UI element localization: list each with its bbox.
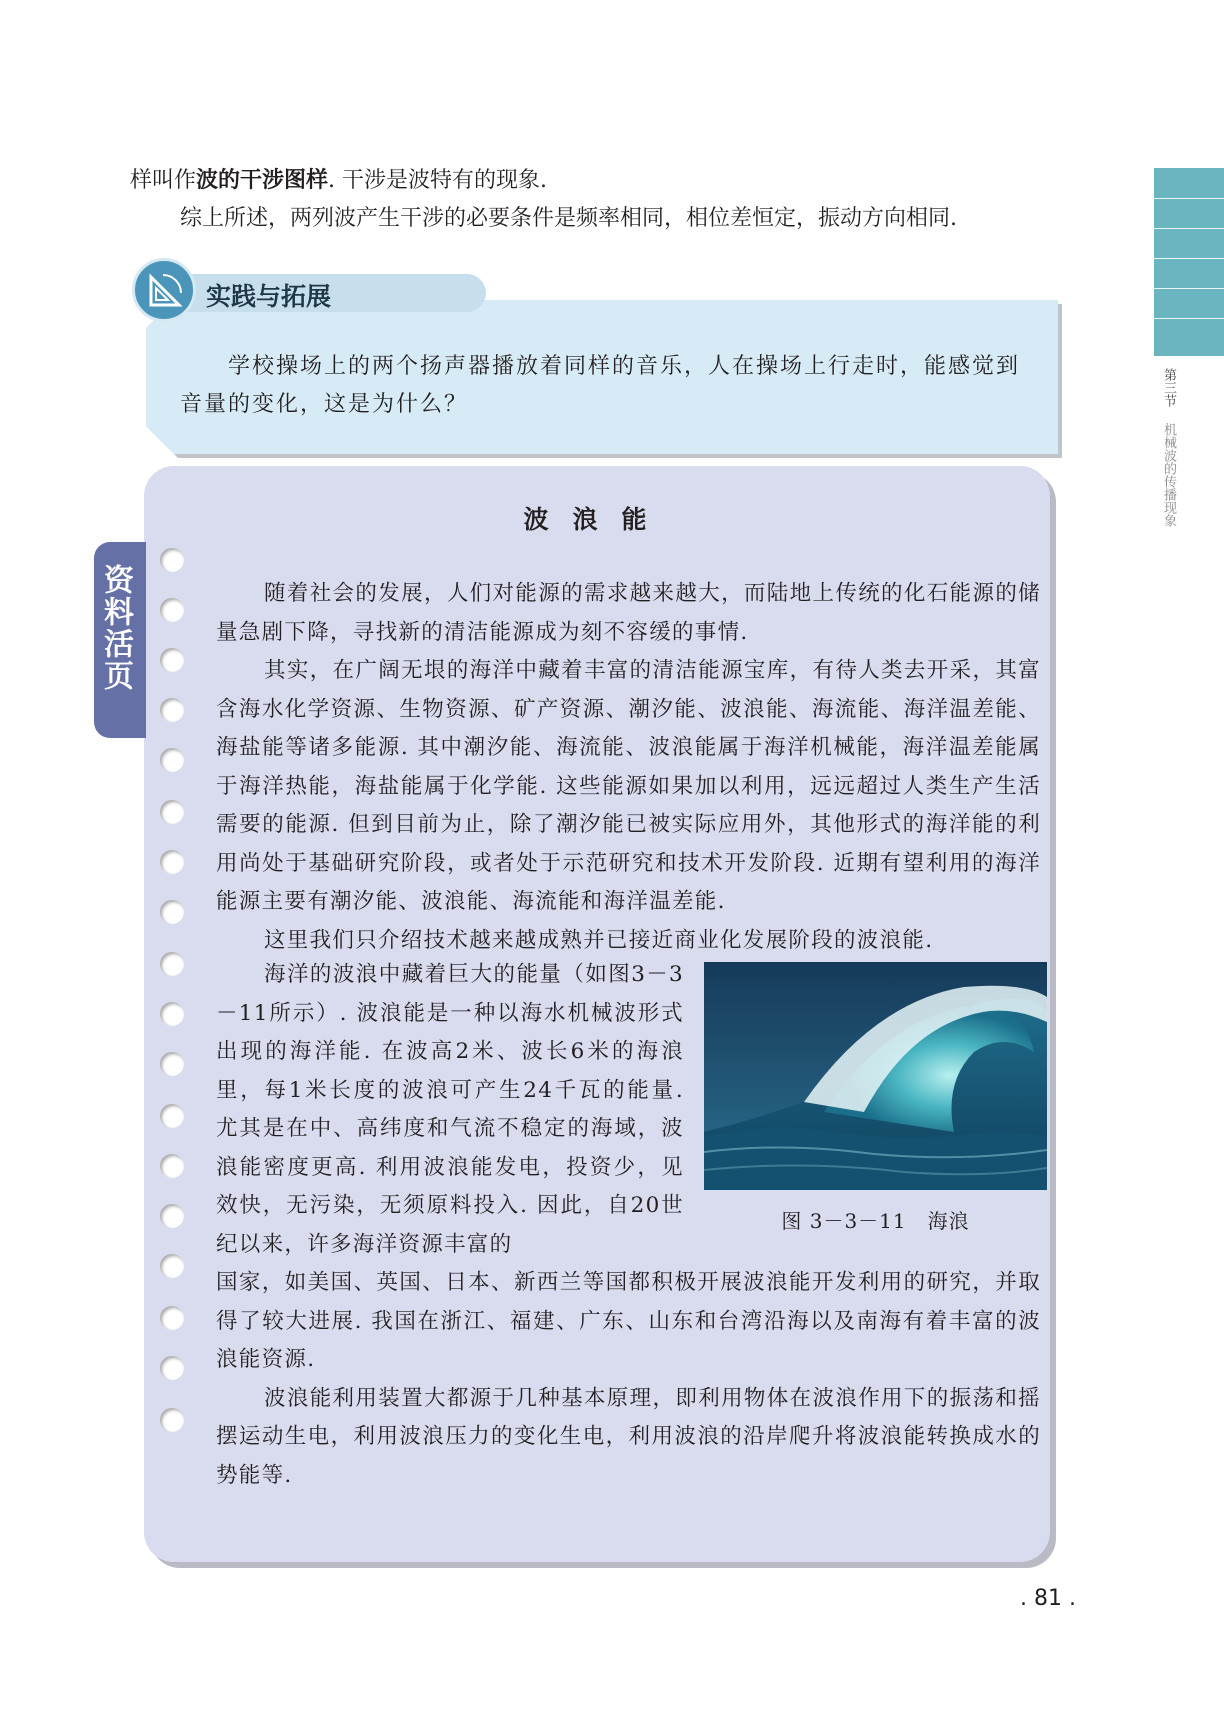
page-number: . 81 . [1020, 1586, 1076, 1611]
resource-tab: 资料活页 [94, 542, 146, 738]
binder-ring-icon [160, 698, 184, 722]
binder-ring-icon [160, 900, 184, 924]
binder-ring-icon [160, 1306, 184, 1330]
binder-ring-icon [160, 1204, 184, 1228]
resource-body [216, 575, 1041, 960]
binder-ring-icon [160, 800, 184, 824]
binder-ring-icon [160, 548, 184, 572]
binder-ring-icon [160, 748, 184, 772]
side-caption [1162, 368, 1176, 527]
paragraph: 随着社会的发展，人们对能源的需求越来越大，而陆地上传统的化石能源的储量急剧下降，寻找新的清洁能源成为刻不容缓的事情. [216, 581, 1041, 645]
chapter-tab [1154, 168, 1224, 356]
set-square-icon [132, 258, 196, 322]
binder-ring-icon [160, 952, 184, 976]
binder-ring-icon [160, 648, 184, 672]
binder-ring-icon [160, 1104, 184, 1128]
paragraph: 波浪能利用装置大都源于几种基本原理，即利用物体在波浪作用下的振荡和摇摆运动生电，利用波浪压力的变化生电，利用波浪的沿岸爬升将波浪能转换成水的势能等. [216, 1385, 1041, 1488]
resource-body-continued [216, 1264, 1041, 1495]
binder-ring-icon [160, 1052, 184, 1076]
section-topic: 机械波的传播现象 [1161, 423, 1176, 528]
wave-paragraph: 海洋的波浪中藏着巨大的能量（如图3－3－11所示）. 波浪能是一种以海水机械波形式出现的海洋能. 在波高2米、波长6米的海浪里，每1米长度的波浪可产生24千瓦的能量. 尤其是在中、高纬度和气流不稳定的海域，波浪能密度更高. 利用波浪能发电，投资少，见效快，无污染，无须原料投入. 因此，自20世纪以来，许多海洋资源丰富的 [216, 962, 684, 1257]
binder-ring-icon [160, 1408, 184, 1432]
paragraph: 国家，如美国、英国、日本、新西兰等国都积极开展波浪能开发利用的研究，并取得了较大进展. 我国在浙江、福建、广东、山东和台湾沿海以及南海有着丰富的波浪能资源. [216, 1270, 1041, 1372]
binder-ring-icon [160, 850, 184, 874]
binder-ring-icon [160, 1002, 184, 1026]
interference-pattern-term: 波的干涉图样 [196, 168, 329, 193]
practice-question: 学校操场上的两个扬声器播放着同样的音乐，人在操场上行走时，能感觉到音量的变化，这是为什么？ [180, 354, 1021, 417]
intro-line-2: 综上所述，两列波产生干涉的必要条件是频率相同，相位差恒定，振动方向相同. [180, 206, 957, 231]
figure-caption: 图 3－3－11 海浪 [781, 1209, 970, 1233]
resource-title: 波浪能 [523, 505, 671, 534]
section-label: 第三节 [1161, 368, 1176, 407]
intro-text [130, 162, 1060, 238]
paragraph: 这里我们只介绍技术越来越成熟并已接近商业化发展阶段的波浪能. [264, 927, 934, 953]
binder-ring-icon [160, 1356, 184, 1380]
ocean-wave-image [704, 962, 1047, 1190]
binder-ring-icon [160, 1154, 184, 1178]
binder-ring-icon [160, 1254, 184, 1278]
practice-label: 实践与拓展 [186, 274, 486, 312]
intro-line-1: 样叫作波的干涉图样. 干涉是波特有的现象. [130, 168, 548, 193]
binder-ring-icon [160, 598, 184, 622]
paragraph: 其实，在广阔无垠的海洋中藏着丰富的清洁能源宝库，有待人类去开采，其富含海水化学资源、生物资源、矿产资源、潮汐能、波浪能、海流能、海洋温差能、海盐能等诸多能源. 其中潮汐能、海流能、波浪能属于海洋机械能，海洋温差能属于海洋热能，海盐能属于化学能. 这些能源如果加以利用，远远超过人类生产生活需要的能源. 但到目前为止，除了潮汐能已被实际应用外，其他形式的海洋能的利用尚处于基础研究阶段，或者处于示范研究和技术开发阶段. 近期有望利用的海洋能源主要有潮汐能、波浪能、海流能和海洋温差能. [216, 658, 1041, 914]
